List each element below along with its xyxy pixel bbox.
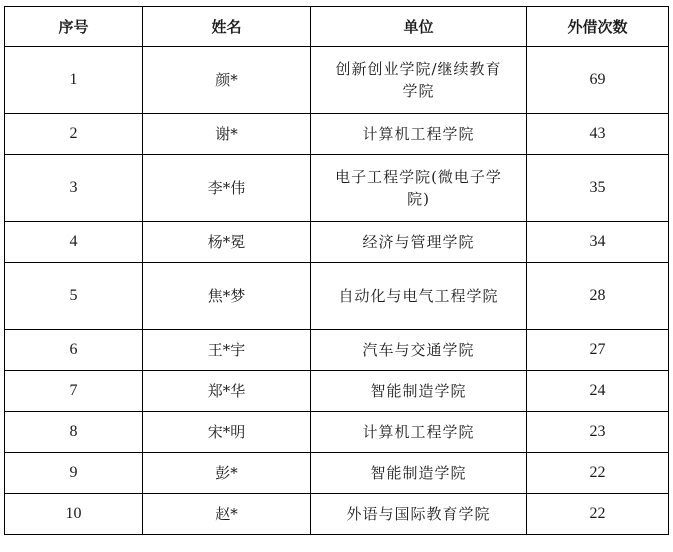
cell-unit: 电子工程学院(微电子学院)	[311, 155, 527, 222]
table-row	[5, 371, 669, 412]
table-row	[5, 412, 669, 453]
cell-borrow-count: 27	[527, 330, 669, 371]
cell-borrow-count: 22	[527, 494, 669, 535]
cell-borrow-count: 43	[527, 114, 669, 155]
cell-serial-number: 1	[5, 47, 143, 114]
cell-unit: 经济与管理学院	[311, 222, 527, 263]
cell-borrow-count: 23	[527, 412, 669, 453]
cell-name: 宋*明	[143, 412, 311, 453]
cell-borrow-count: 34	[527, 222, 669, 263]
table-row	[5, 263, 669, 330]
cell-name: 杨*冕	[143, 222, 311, 263]
borrowing-ranking-table	[4, 6, 669, 535]
cell-name: 谢*	[143, 114, 311, 155]
cell-serial-number: 5	[5, 263, 143, 330]
cell-unit: 自动化与电气工程学院	[311, 263, 527, 330]
table-row	[5, 155, 669, 222]
cell-name: 彭*	[143, 453, 311, 494]
table-body	[5, 47, 669, 535]
header-borrow-count: 外借次数	[527, 7, 669, 47]
cell-serial-number: 7	[5, 371, 143, 412]
table-row	[5, 330, 669, 371]
cell-borrow-count: 35	[527, 155, 669, 222]
cell-name: 赵*	[143, 494, 311, 535]
header-serial-number: 序号	[5, 7, 143, 47]
cell-name: 颜*	[143, 47, 311, 114]
cell-name: 郑*华	[143, 371, 311, 412]
header-unit: 单位	[311, 7, 527, 47]
cell-unit: 智能制造学院	[311, 453, 527, 494]
cell-unit: 汽车与交通学院	[311, 330, 527, 371]
cell-borrow-count: 22	[527, 453, 669, 494]
header-name: 姓名	[143, 7, 311, 47]
table-row	[5, 47, 669, 114]
table-header-row	[5, 7, 669, 47]
cell-unit: 计算机工程学院	[311, 412, 527, 453]
cell-unit: 计算机工程学院	[311, 114, 527, 155]
cell-borrow-count: 69	[527, 47, 669, 114]
cell-serial-number: 8	[5, 412, 143, 453]
cell-serial-number: 6	[5, 330, 143, 371]
cell-serial-number: 10	[5, 494, 143, 535]
table-row	[5, 114, 669, 155]
table-row	[5, 453, 669, 494]
cell-serial-number: 9	[5, 453, 143, 494]
cell-borrow-count: 24	[527, 371, 669, 412]
cell-name: 王*宇	[143, 330, 311, 371]
cell-serial-number: 3	[5, 155, 143, 222]
cell-unit: 智能制造学院	[311, 371, 527, 412]
table-row	[5, 222, 669, 263]
cell-unit: 创新创业学院/继续教育学院	[311, 47, 527, 114]
table-row	[5, 494, 669, 535]
cell-unit: 外语与国际教育学院	[311, 494, 527, 535]
cell-name: 李*伟	[143, 155, 311, 222]
cell-name: 焦*梦	[143, 263, 311, 330]
cell-borrow-count: 28	[527, 263, 669, 330]
cell-serial-number: 4	[5, 222, 143, 263]
cell-serial-number: 2	[5, 114, 143, 155]
